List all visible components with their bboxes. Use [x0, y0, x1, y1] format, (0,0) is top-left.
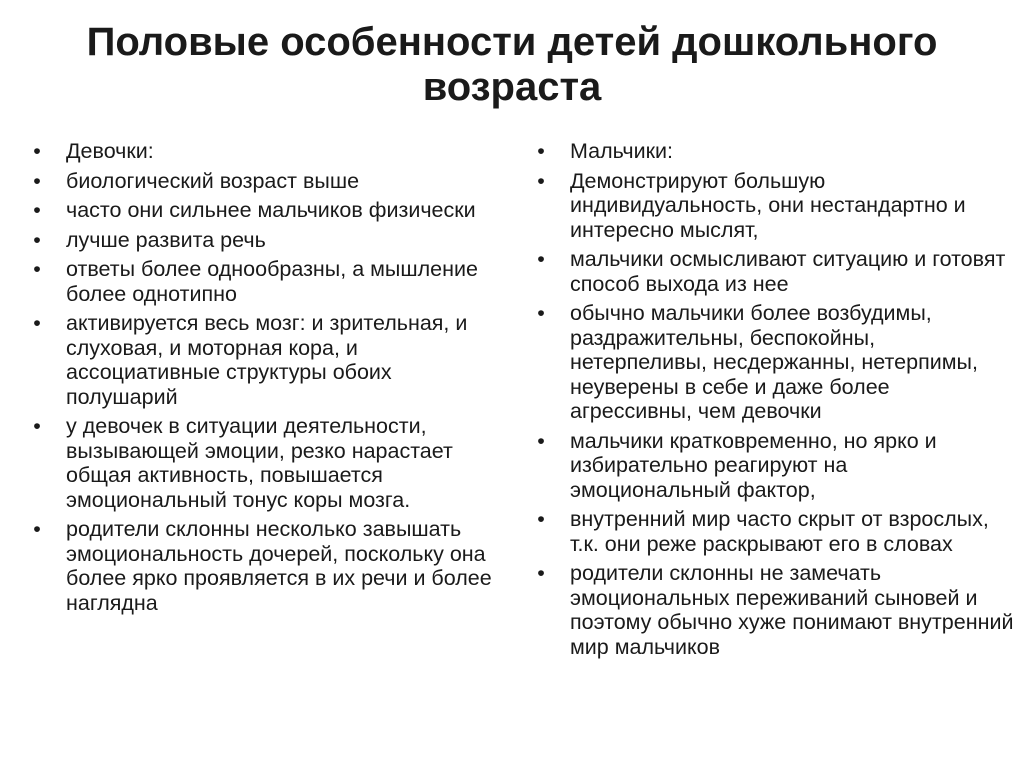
list-item	[534, 561, 1014, 659]
list-item	[30, 169, 500, 194]
list-item-text: ответы более однообразны, а мышление более однотипно	[66, 257, 478, 306]
bullet-icon: •	[33, 414, 41, 438]
bullet-icon: •	[33, 168, 41, 193]
bullet-icon: •	[33, 257, 41, 281]
list-item-text: внутренний мир часто скрыт от взрослых, т.к. они реже раскрывают его в словах	[570, 507, 989, 556]
bullet-icon: •	[33, 311, 41, 335]
list-item-text: обычно мальчики более возбудимы, раздражительны, беспокойны, нетерпеливы, несдержанны, нетерпимы, неуверены в себе и даже более агрессивны, чем девочки	[570, 301, 978, 423]
list-item-text: Девочки:	[66, 139, 154, 163]
list-item	[30, 257, 500, 306]
bullet-icon: •	[537, 139, 545, 163]
list-item	[534, 429, 1014, 503]
list-item-text: лучше развита речь	[66, 227, 266, 252]
bullet-icon: •	[537, 561, 545, 585]
bullet-icon: •	[537, 428, 545, 453]
list-item	[534, 507, 1014, 556]
list-item-text: часто они сильнее мальчиков физически	[66, 198, 476, 222]
list-item	[534, 169, 1014, 243]
bullet-icon: •	[33, 139, 41, 163]
list-item	[30, 228, 500, 253]
list-item-text: Демонстрируют большую индивидуальность, они нестандартно и интересно мыслят,	[570, 168, 966, 242]
list-item-text: Мальчики:	[570, 139, 674, 163]
bullet-icon: •	[537, 168, 545, 193]
list-item	[30, 311, 500, 409]
list-item	[534, 139, 1014, 164]
list-item-text: родители склонны не замечать эмоциональных переживаний сыновей и поэтому обычно хуже понимают внутренний мир мальчиков	[570, 561, 1014, 659]
list-item-text: биологический возраст выше	[66, 168, 360, 193]
list-item-text: у девочек в ситуации деятельности, вызывающей эмоции, резко нарастает общая активность, повышается эмоциональный тонус коры мозга.	[66, 414, 453, 512]
list-item	[534, 247, 1014, 296]
list-item	[30, 198, 500, 223]
boys-column	[534, 139, 1014, 664]
bullet-icon: •	[537, 507, 545, 531]
bullet-icon: •	[33, 227, 41, 252]
list-item-text: активируется весь мозг: и зрительная, и слуховая, и моторная кора, и ассоциативные структуры обоих полушарий	[66, 311, 468, 409]
list-item	[30, 139, 500, 164]
bullet-icon: •	[33, 198, 41, 222]
slide-title: Половые особенности детей дошкольного возраста	[86, 20, 938, 109]
list-item-text: мальчики кратковременно, но ярко и избирательно реагируют на эмоциональный фактор,	[570, 428, 937, 502]
list-item	[30, 517, 500, 615]
bullet-icon: •	[33, 517, 41, 541]
list-item	[534, 301, 1014, 424]
list-item-text: мальчики осмысливают ситуацию и готовят способ выхода из нее	[570, 247, 1006, 296]
girls-column	[30, 139, 500, 620]
list-item-text: родители склонны несколько завышать эмоциональность дочерей, поскольку она более ярко проявляется в их речи и более наглядна	[66, 517, 492, 615]
list-item	[30, 414, 500, 512]
bullet-icon: •	[537, 301, 545, 325]
bullet-icon: •	[537, 247, 545, 271]
